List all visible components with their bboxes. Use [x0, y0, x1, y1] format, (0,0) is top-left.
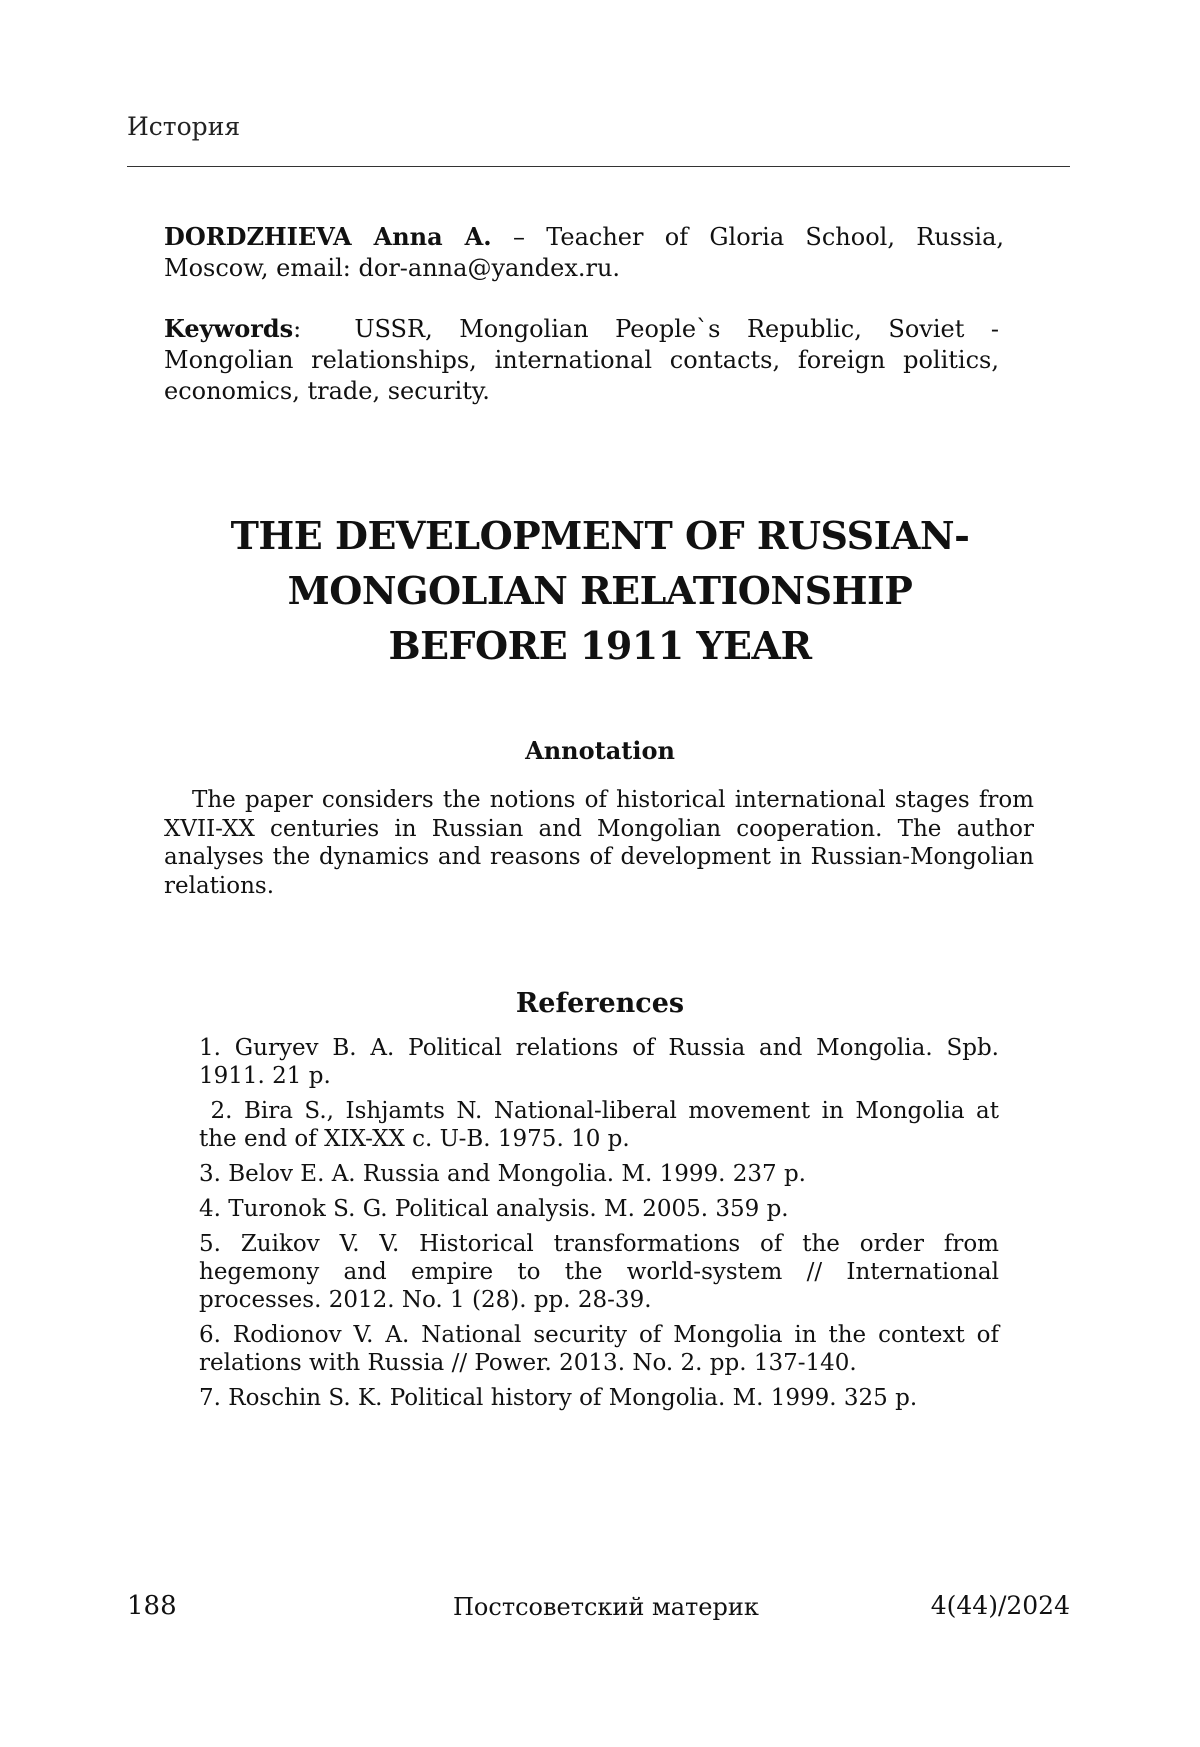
reference-item: 7. Roschin S. K. Political history of Mongolia. M. 1999. 325 p.: [199, 1385, 918, 1411]
references-list: [199, 1034, 1007, 1419]
title-line: THE DEVELOPMENT OF RUSSIAN-: [230, 513, 970, 558]
keywords: [164, 313, 999, 407]
author-description: – Teacher of Gloria School, Russia, Moscow, email: dor-anna@yandex.ru.: [164, 223, 1005, 282]
reference-item: 5. Zuikov V. V. Historical transformations of the order from hegemony and empire to the world-system // International processes. 2012. No. 1 (28). pp. 28-39.: [199, 1231, 999, 1313]
reference-item: 3. Belov E. A. Russia and Mongolia. M. 1999. 237 p.: [199, 1161, 806, 1187]
title-line: BEFORE 1911 YEAR: [388, 623, 812, 668]
journal-name: Постсоветский материк: [453, 1593, 759, 1621]
references-heading: References: [515, 988, 685, 1019]
author-info: [164, 221, 1004, 284]
annotation-heading: Annotation: [525, 736, 675, 765]
title-line: MONGOLIAN RELATIONSHIP: [287, 568, 913, 613]
keywords-label: Keywords: [164, 314, 294, 343]
keywords-separator: :: [293, 315, 355, 343]
reference-item: 6. Rodionov V. A. National security of Mongolia in the context of relations with Russia // Power. 2013. No. 2. pp. 137-140.: [199, 1322, 999, 1376]
running-head: История: [127, 112, 241, 141]
author-name: DORDZHIEVA Anna A.: [164, 222, 492, 251]
reference-item: 2. Bira S., Ishjamts N. National-liberal movement in Mongolia at the end of XIX-XX c. U-B. 1975. 10 p.: [199, 1098, 1007, 1152]
annotation-text: The paper considers the notions of historical international stages from XVII-XX centuries in Russian and Mongolian cooperation. The author analyses the dynamics and reasons of development in Russian-Mongolian relations.: [164, 787, 1034, 899]
issue-number: 4(44)/2024: [930, 1591, 1070, 1620]
reference-item: 1. Guryev B. A. Political relations of Russia and Mongolia. Spb. 1911. 21 p.: [199, 1035, 999, 1089]
article-title: [164, 508, 1036, 673]
reference-item: 4. Turonok S. G. Political analysis. M. 2005. 359 p.: [199, 1196, 789, 1222]
header-divider: [127, 166, 1070, 167]
keywords-text: USSR, Mongolian People`s Republic, Soviet - Mongolian relationships, international contacts, foreign politics, economics, trade, security.: [164, 315, 1000, 405]
page-number: 188: [127, 1591, 177, 1621]
